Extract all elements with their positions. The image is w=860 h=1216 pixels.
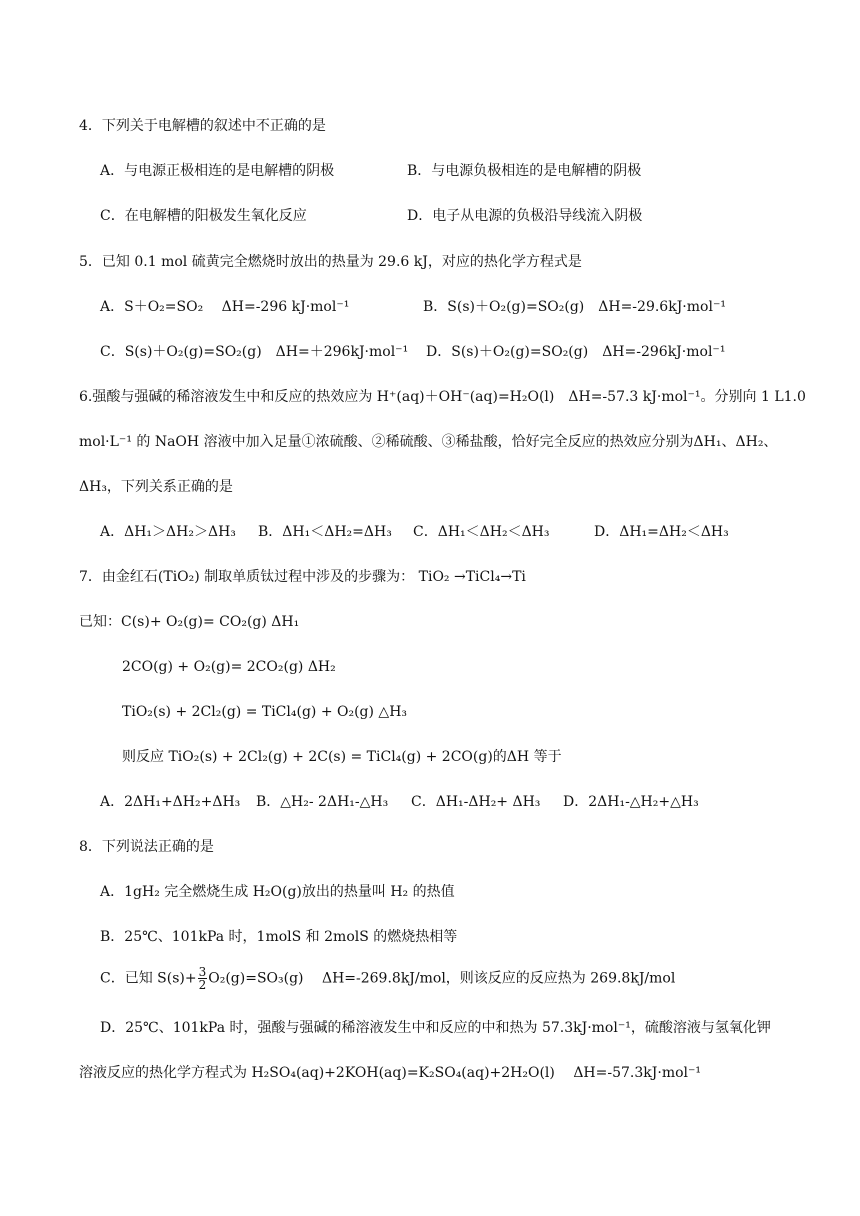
q8-option-b: B．25℃、101kPa 时，1molS 和 2molS 的燃烧热相等: [100, 929, 458, 945]
q8-option-c-after: O₂(g)=SO₃(g) ΔH=-269.8kJ/mol，则该反应的反应热为 269.8kJ/mol: [208, 970, 676, 987]
q8-option-d-line-2: 溶液反应的热化学方程式为 H₂SO₄(aq)+2KOH(aq)=K₂SO₄(aq)+2H₂O(l) ΔH=-57.3kJ·mol⁻¹: [79, 1065, 702, 1081]
q7-given-line-4: 则反应 TiO₂(s) + 2Cl₂(g) + 2C(s) = TiCl₄(g) + 2CO(g)的ΔH 等于: [122, 749, 562, 765]
fraction-denominator: 2: [198, 978, 207, 992]
q7-given-line-3: TiO₂(s) + 2Cl₂(g) = TiCl₄(g) + O₂(g) △H₃: [122, 704, 408, 720]
q5-option-b: B．S(s)＋O₂(g)=SO₂(g) ΔH=-29.6kJ·mol⁻¹: [423, 299, 726, 315]
q7-option-c: C．ΔH₁-ΔH₂+ ΔH₃: [411, 794, 541, 810]
q8-option-c: [100, 966, 675, 991]
q6-option-d: D．ΔH₁=ΔH₂＜ΔH₃: [594, 524, 729, 540]
q7-stem: 7．由金红石(TiO₂) 制取单质钛过程中涉及的步骤为： TiO₂ →TiCl₄→Ti: [79, 569, 526, 585]
q8-option-d-line-1: D．25℃、101kPa 时，强酸与强碱的稀溶液发生中和反应的中和热为 57.3kJ·mol⁻¹，硫酸溶液与氢氧化钾: [100, 1020, 771, 1036]
q4-stem: 4．下列关于电解槽的叙述中不正确的是: [79, 118, 326, 134]
q8-option-c-before: C．已知 S(s)+: [100, 970, 197, 987]
q6-option-a: A．ΔH₁＞ΔH₂＞ΔH₃: [100, 524, 236, 540]
q6-option-b: B．ΔH₁＜ΔH₂=ΔH₃: [258, 524, 392, 540]
q4-option-d: D．电子从电源的负极沿导线流入阴极: [407, 208, 643, 224]
q6-option-c: C．ΔH₁＜ΔH₂＜ΔH₃: [413, 524, 550, 540]
q5-option-c: C．S(s)＋O₂(g)=SO₂(g) ΔH=＋296kJ·mol⁻¹: [100, 344, 409, 360]
q6-stem-line-2: mol·L⁻¹ 的 NaOH 溶液中加入足量①浓硫酸、②稀硫酸、③稀盐酸，恰好完全反应的热效应分别为ΔH₁、ΔH₂、: [79, 434, 778, 450]
q7-given-line-1: 已知：C(s)+ O₂(g)= CO₂(g) ΔH₁: [79, 614, 300, 630]
fraction-numerator: 3: [198, 965, 207, 979]
q5-stem: 5．已知 0.1 mol 硫黄完全燃烧时放出的热量为 29.6 kJ，对应的热化学方程式是: [79, 254, 582, 270]
fraction: [198, 966, 208, 991]
q7-option-a: A．2ΔH₁+ΔH₂+ΔH₃: [100, 794, 241, 810]
q6-stem-line-1: 6.强酸与强碱的稀溶液发生中和反应的热效应为 H⁺(aq)＋OH⁻(aq)=H₂O(l) ΔH=-57.3 kJ·mol⁻¹。分别向 1 L1.0: [79, 389, 806, 405]
q4-option-a: A．与电源正极相连的是电解槽的阴极: [100, 163, 335, 179]
q4-option-b: B．与电源负极相连的是电解槽的阴极: [407, 163, 642, 179]
q6-stem-line-3: ΔH₃，下列关系正确的是: [79, 479, 233, 495]
q8-stem: 8．下列说法正确的是: [79, 839, 214, 855]
q7-option-b: B．△H₂- 2ΔH₁-△H₃: [256, 794, 389, 810]
q4-option-c: C．在电解槽的阳极发生氧化反应: [100, 208, 307, 224]
q5-option-a: A．S＋O₂=SO₂ ΔH=-296 kJ·mol⁻¹: [100, 299, 350, 315]
q5-option-d: D．S(s)＋O₂(g)=SO₂(g) ΔH=-296kJ·mol⁻¹: [426, 344, 726, 360]
q7-given-line-2: 2CO(g) + O₂(g)= 2CO₂(g) ΔH₂: [122, 659, 336, 675]
q7-option-d: D．2ΔH₁-△H₂+△H₃: [563, 794, 699, 810]
q8-option-a: A．1gH₂ 完全燃烧生成 H₂O(g)放出的热量叫 H₂ 的热值: [100, 884, 455, 900]
